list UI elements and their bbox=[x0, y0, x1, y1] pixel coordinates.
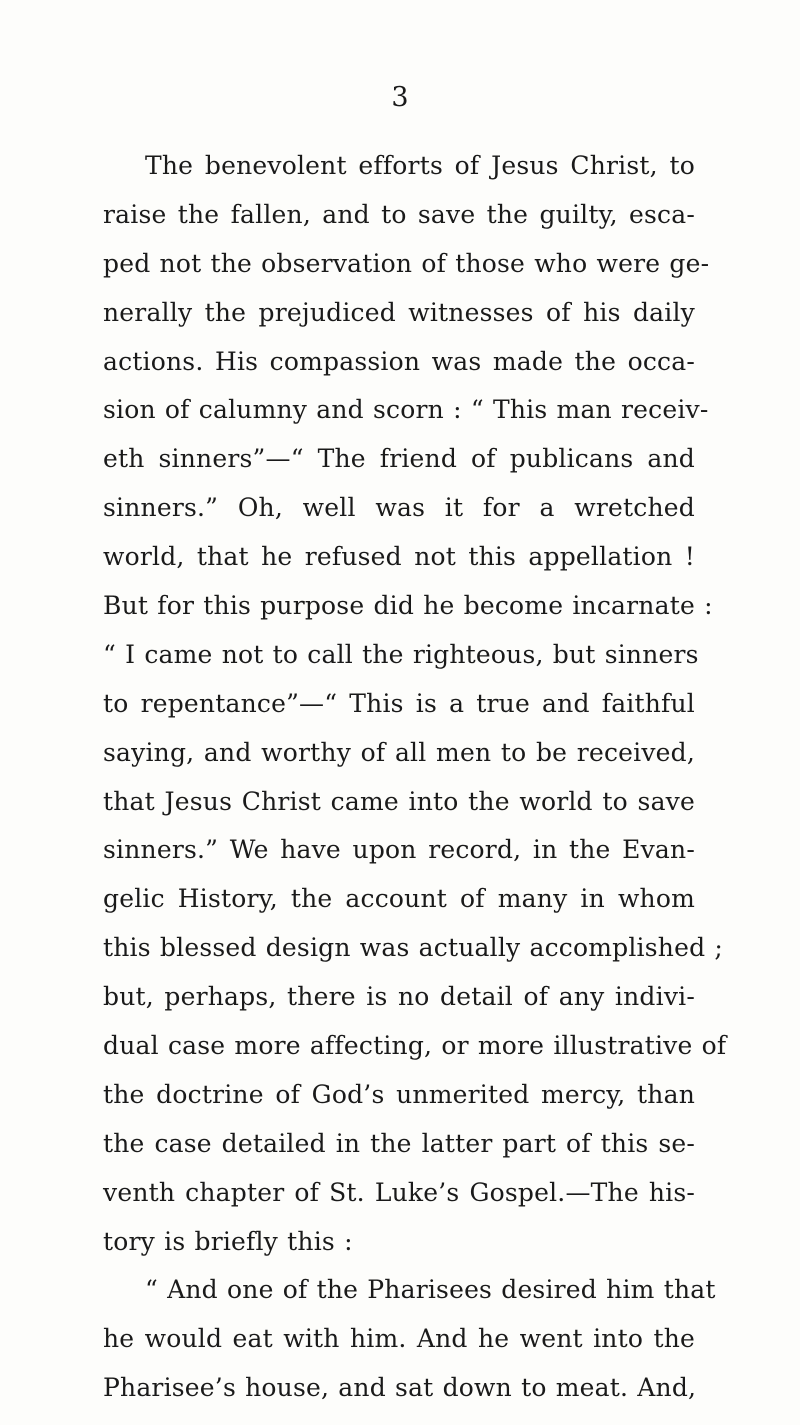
text-line: eth sinners”—“ The friend of publicans and bbox=[103, 444, 695, 474]
text-line: but, perhaps, there is no detail of any indivi- bbox=[103, 982, 695, 1012]
text-line: saying, and worthy of all men to be received, bbox=[103, 737, 695, 767]
text-line: sinners.” We have upon record, in the Evan- bbox=[103, 835, 695, 865]
text-line: “ And one of the Pharisees desired him that bbox=[145, 1275, 716, 1305]
text-line: actions. His compassion was made the occa- bbox=[103, 346, 695, 376]
text-line: he would eat with him. And he went into the bbox=[103, 1324, 695, 1354]
body-text bbox=[103, 142, 727, 1413]
text-line: this blessed design was actually accomplished ; bbox=[103, 933, 724, 963]
text-line: to repentance”—“ This is a true and faithful bbox=[103, 688, 695, 718]
text-line: But for this purpose did he become incarnate : bbox=[103, 591, 713, 621]
text-line: venth chapter of St. Luke’s Gospel.—The his- bbox=[103, 1177, 695, 1207]
page-number: 3 bbox=[391, 82, 409, 113]
text-line: nerally the prejudiced witnesses of his daily bbox=[103, 297, 695, 327]
text-line: sion of calumny and scorn : “ This man receiv- bbox=[103, 395, 709, 425]
text-line: gelic History, the account of many in whom bbox=[103, 884, 695, 914]
text-line: tory is briefly this : bbox=[103, 1226, 353, 1256]
text-line: dual case more affecting, or more illustrative of bbox=[103, 1031, 727, 1061]
text-line: ped not the observation of those who were ge- bbox=[103, 248, 710, 278]
text-line: The benevolent efforts of Jesus Christ, to bbox=[145, 151, 695, 180]
text-line: raise the fallen, and to save the guilty, esca- bbox=[103, 199, 695, 229]
text-line: “ I came not to call the righteous, but sinners bbox=[103, 639, 699, 669]
text-line: the case detailed in the latter part of this se- bbox=[103, 1128, 695, 1158]
text-line: the doctrine of God’s unmerited mercy, than bbox=[103, 1079, 695, 1109]
text-line: sinners.” Oh, well was it for a wretched bbox=[103, 493, 695, 523]
text-line: Pharisee’s house, and sat down to meat. And, bbox=[103, 1373, 697, 1403]
text-line: that Jesus Christ came into the world to save bbox=[103, 786, 695, 816]
text-line: world, that he refused not this appellation ! bbox=[103, 542, 695, 572]
